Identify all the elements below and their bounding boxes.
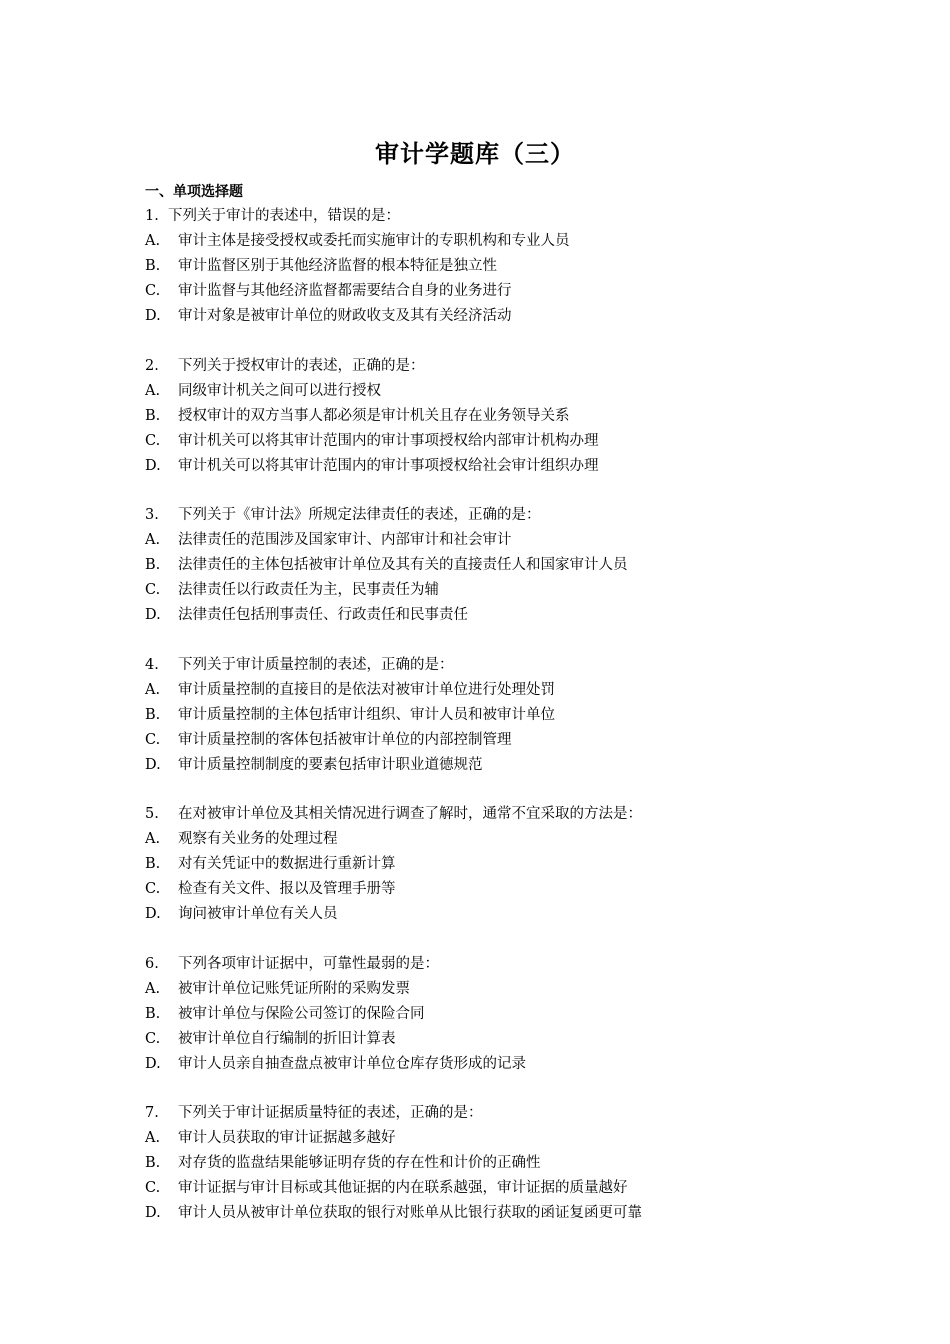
option-label: D.: [145, 1055, 161, 1072]
option-text: 审计人员从被审计单位获取的银行对账单从比银行获取的函证复函更可靠: [178, 1205, 642, 1221]
option-c: [145, 877, 865, 902]
question-number: 3.: [145, 507, 159, 523]
question-text: 下列关于《审计法》所规定法律责任的表述，正确的是：: [178, 507, 541, 523]
option-label: D.: [145, 1205, 161, 1221]
option-label: D.: [145, 906, 161, 922]
option-text: 询问被审计单位有关人员: [178, 906, 338, 922]
question-item: [145, 952, 865, 1077]
question-item: [145, 802, 865, 927]
question-stem: [145, 952, 865, 977]
question-stem: [145, 653, 865, 678]
option-d: [145, 1052, 865, 1077]
option-text: 审计证据与审计目标或其他证据的内在联系越强，审计证据的质量越好: [178, 1180, 628, 1196]
question-item: [145, 1101, 865, 1226]
option-text: 审计监督区别于其他经济监督的根本特征是独立性: [178, 258, 497, 274]
option-a: [145, 977, 865, 1002]
option-label: B.: [145, 856, 161, 872]
option-label: C.: [145, 432, 161, 449]
option-text: 被审计单位自行编制的折旧计算表: [178, 1030, 396, 1047]
option-label: A.: [145, 532, 161, 548]
option-text: 审计质量控制制度的要素包括审计职业道德规范: [178, 756, 483, 773]
option-text: 观察有关业务的处理过程: [178, 831, 338, 847]
option-a: [145, 1126, 865, 1151]
option-label: A.: [145, 1130, 161, 1146]
question-text: 下列各项审计证据中，可靠性最弱的是：: [178, 955, 439, 972]
option-label: C.: [145, 881, 161, 897]
option-text: 法律责任以行政责任为主，民事责任为辅: [178, 582, 439, 598]
option-b: [145, 1002, 865, 1027]
option-c: [145, 279, 865, 304]
question-text: 下列关于审计证据质量特征的表述，正确的是：: [178, 1105, 483, 1121]
option-text: 审计质量控制的直接目的是依法对被审计单位进行处理处罚: [178, 681, 555, 698]
option-label: C.: [145, 283, 161, 299]
option-a: [145, 827, 865, 852]
option-label: D.: [145, 457, 161, 474]
option-text: 审计机关可以将其审计范围内的审计事项授权给社会审计组织办理: [178, 457, 599, 474]
option-label: C.: [145, 1180, 161, 1196]
option-text: 被审计单位与保险公司签订的保险合同: [178, 1005, 425, 1022]
option-text: 审计对象是被审计单位的财政收支及其有关经济活动: [178, 308, 512, 324]
question-number: 2.: [145, 357, 159, 374]
option-text: 审计质量控制的主体包括审计组织、审计人员和被审计单位: [178, 706, 555, 723]
option-d: [145, 454, 865, 479]
option-label: D.: [145, 756, 161, 773]
option-label: A.: [145, 831, 161, 847]
option-c: [145, 728, 865, 753]
option-text: 审计机关可以将其审计范围内的审计事项授权给内部审计机构办理: [178, 432, 599, 449]
option-c: [145, 429, 865, 454]
question-text: 下列关于授权审计的表述，正确的是：: [178, 357, 425, 374]
option-label: B.: [145, 1155, 161, 1171]
question-number: 7.: [145, 1105, 159, 1121]
option-label: A.: [145, 980, 161, 997]
question-stem: [145, 802, 865, 827]
question-item: [145, 204, 865, 329]
option-d: [145, 603, 865, 628]
question-item: [145, 653, 865, 778]
option-label: C.: [145, 731, 161, 748]
option-text: 同级审计机关之间可以进行授权: [178, 382, 381, 399]
option-b: [145, 254, 865, 279]
question-number: 6.: [145, 955, 159, 972]
option-text: 被审计单位记账凭证所附的采购发票: [178, 980, 410, 997]
option-label: B.: [145, 1005, 161, 1022]
option-text: 审计监督与其他经济监督都需要结合自身的业务进行: [178, 283, 512, 299]
page-title: 审计学题库（三）: [375, 140, 575, 168]
option-text: 审计主体是接受授权或委托而实施审计的专职机构和专业人员: [178, 233, 570, 249]
question-number: 5.: [145, 806, 159, 822]
question-text: 在对被审计单位及其相关情况进行调查了解时，通常不宜采取的方法是：: [178, 806, 642, 822]
option-label: A.: [145, 233, 161, 249]
question-text: 下列关于审计的表述中，错误的是：: [168, 208, 400, 224]
question-number: 4.: [145, 656, 159, 673]
option-d: [145, 304, 865, 329]
question-item: [145, 503, 865, 628]
option-text: 法律责任包括刑事责任、行政责任和民事责任: [178, 607, 468, 623]
question-list: [145, 204, 865, 1251]
option-a: [145, 528, 865, 553]
option-text: 法律责任的范围涉及国家审计、内部审计和社会审计: [178, 532, 512, 548]
option-label: B.: [145, 407, 161, 424]
option-b: [145, 852, 865, 877]
option-d: [145, 1201, 865, 1226]
option-b: [145, 553, 865, 578]
option-a: [145, 229, 865, 254]
option-text: 审计人员亲自抽查盘点被审计单位仓库存货形成的记录: [178, 1055, 526, 1072]
option-a: [145, 678, 865, 703]
question-item: [145, 354, 865, 479]
option-text: 审计质量控制的客体包括被审计单位的内部控制管理: [178, 731, 512, 748]
question-text: 下列关于审计质量控制的表述，正确的是：: [178, 656, 454, 673]
option-text: 授权审计的双方当事人都必须是审计机关且存在业务领导关系: [178, 407, 570, 424]
option-label: A.: [145, 681, 161, 698]
option-label: B.: [145, 557, 161, 573]
option-label: B.: [145, 706, 161, 723]
option-c: [145, 1176, 865, 1201]
option-text: 法律责任的主体包括被审计单位及其有关的直接责任人和国家审计人员: [178, 557, 628, 573]
option-label: C.: [145, 582, 161, 598]
option-a: [145, 379, 865, 404]
option-d: [145, 902, 865, 927]
option-label: B.: [145, 258, 161, 274]
option-c: [145, 1027, 865, 1052]
option-text: 对有关凭证中的数据进行重新计算: [178, 856, 396, 872]
question-number: 1.: [145, 208, 159, 224]
option-text: 检查有关文件、报以及管理手册等: [178, 881, 396, 897]
option-label: D.: [145, 607, 161, 623]
option-text: 审计人员获取的审计证据越多越好: [178, 1130, 396, 1146]
option-text: 对存货的监盘结果能够证明存货的存在性和计价的正确性: [178, 1155, 541, 1171]
option-d: [145, 753, 865, 778]
option-b: [145, 1151, 865, 1176]
question-stem: [145, 354, 865, 379]
option-label: D.: [145, 308, 161, 324]
option-label: C.: [145, 1030, 161, 1047]
section-heading: 一、单项选择题: [145, 184, 243, 200]
option-b: [145, 703, 865, 728]
option-b: [145, 404, 865, 429]
option-label: A.: [145, 382, 161, 399]
question-stem: [145, 204, 865, 229]
option-c: [145, 578, 865, 603]
question-stem: [145, 1101, 865, 1126]
question-stem: [145, 503, 865, 528]
